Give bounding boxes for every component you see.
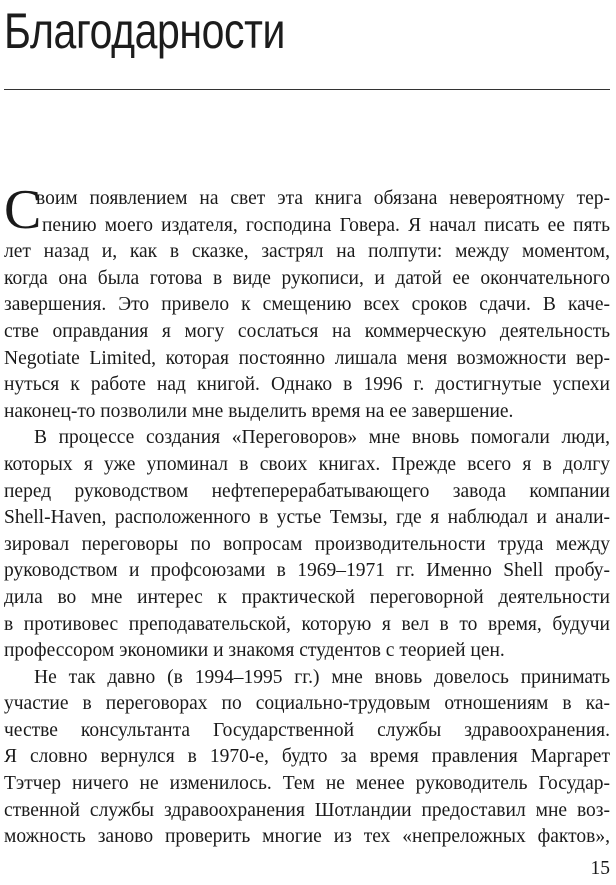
- paragraph-line: Negotiate Limited, которая постоянно лишала меня возможности вер-: [4, 347, 610, 369]
- paragraph-line: которых я уже упоминал в своих книгах. Прежде всего я в долгу: [4, 453, 610, 475]
- page-title: Благодарности: [4, 3, 285, 59]
- paragraph-line: лет назад и, как в сказке, застрял на полпути: между моментом,: [4, 241, 610, 263]
- paragraph-line: завершения. Это привело к смещению всех сроков сдачи. В каче-: [4, 294, 610, 316]
- paragraph-line: руководством и профсоюзами в 1969–1971 гг. Именно Shell пробу-: [4, 560, 610, 582]
- paragraph-line: перед руководством нефтеперерабатывающего завода компании: [4, 480, 610, 502]
- page-number: 15: [590, 858, 610, 879]
- drop-cap: С: [4, 179, 42, 241]
- paragraph-line: в противовес преподавательской, которую я вел в то время, будучи: [4, 613, 610, 635]
- paragraph-line: стве оправдания я могу сослаться на коммерческую деятельность: [4, 320, 610, 342]
- paragraph-line: когда она была готова в виде рукописи, и датой ее окончательного: [4, 267, 610, 289]
- paragraph-line: участие в переговорах по социально-трудовым отношениям в ка-: [4, 693, 610, 715]
- paragraph-line: можность заново проверить многие из тех «непреложных фактов»,: [4, 826, 610, 848]
- paragraph-line: В процессе создания «Переговоров» мне вновь помогали люди,: [34, 427, 610, 449]
- paragraph-line: Не так давно (в 1994–1995 гг.) мне вновь довелось принимать: [34, 666, 610, 688]
- paragraph-line: Shell-Haven, расположенного в устье Темзы, где я наблюдал и анали-: [4, 507, 610, 529]
- paragraph-line: нуться к работе над книгой. Однако в 1996 г. достигнутые успехи: [4, 374, 610, 396]
- paragraph-line: наконец-то позволили мне выделить время на ее завершение.: [4, 400, 514, 422]
- paragraph-line: ственной службы здравоохранения Шотландии предоставил мне воз-: [4, 799, 610, 821]
- paragraph-line: профессором экономики и знакомя студентов с теорией цен.: [4, 640, 505, 662]
- body-text: [4, 179, 610, 851]
- paragraph-line: дила во мне интерес к практической переговорной деятельности: [4, 586, 610, 608]
- title-divider: [4, 89, 610, 90]
- paragraph-line: пению моего издателя, господина Говера. Я начал писать ее пять: [42, 214, 610, 236]
- paragraph-line: Тэтчер ничего не изменилось. Тем не менее руководитель Государ-: [4, 773, 610, 795]
- paragraph-line: С воим появлением на свет эта книга обязана невероятному тер-: [4, 179, 610, 241]
- paragraph-line: честве консультанта Государственной службы здравоохранения.: [4, 719, 610, 741]
- paragraph-line: зировал переговоры по вопросам производительности труда между: [4, 533, 610, 555]
- paragraph-line: Я словно вернулся в 1970-е, будто за время правления Маргарет: [4, 746, 610, 768]
